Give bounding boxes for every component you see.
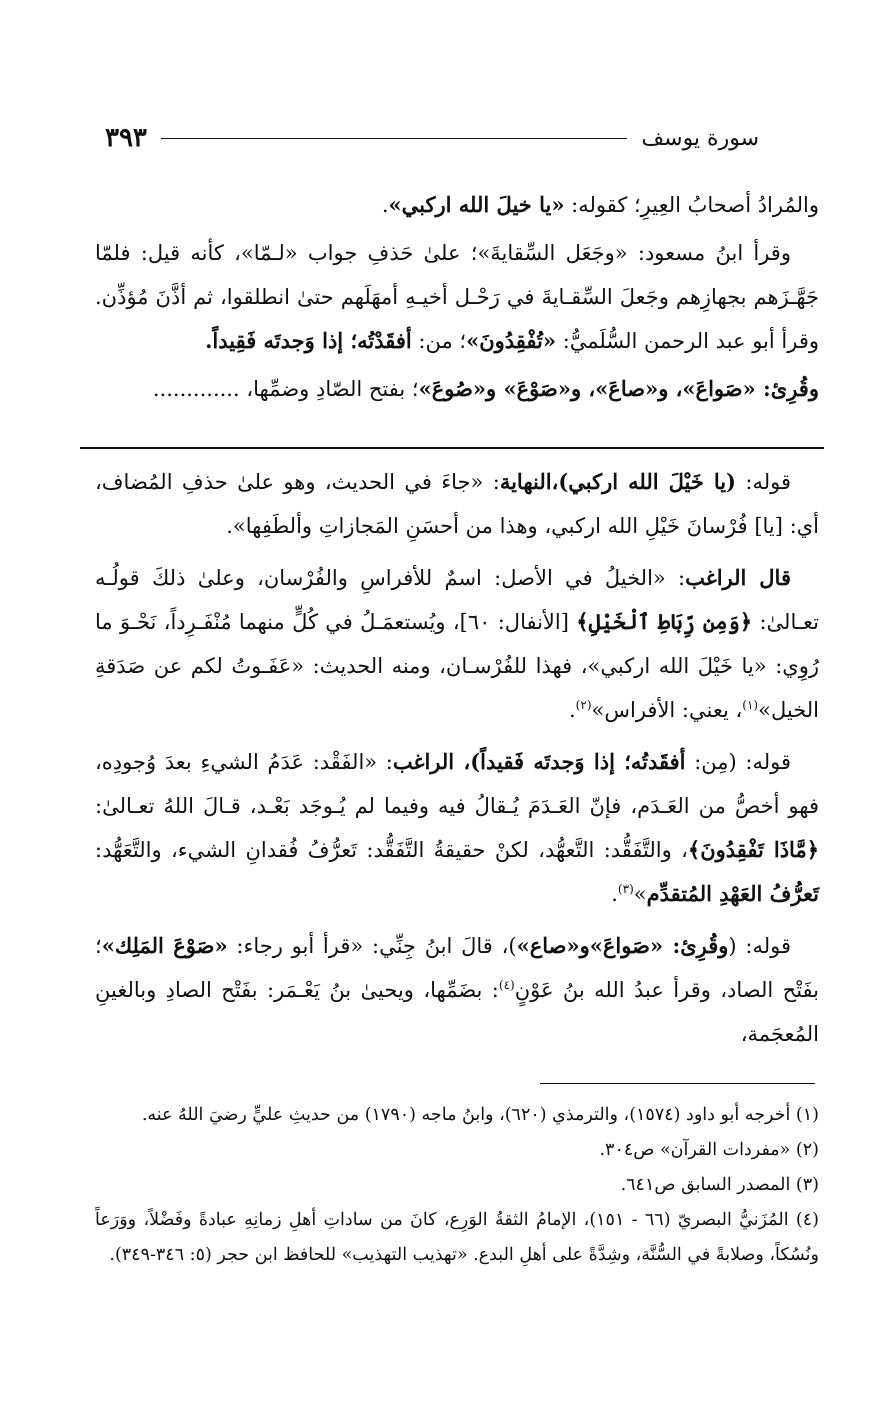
- section-divider: [80, 447, 824, 449]
- main-text: [95, 183, 819, 415]
- footnote-2: (٢) «مفردات القرآن» ص٣٠٤.: [599, 1140, 819, 1160]
- text-span: : «الفَقْد: عَدَمُ الشيءِ بعدَ وُجودِه، فهو أخصُّ من العَـدَم، فإنّ العَـدَمَ يُـقالُ فيه وفيما لم يُـوجَد بَعْـد، قـالَ اللهُ تعـالىٰ:: [95, 750, 819, 818]
- text-span: وقرأ ابنُ مسعود: «وجَعَل السِّقايةَ»؛ علىٰ حَذفِ جواب «لـمّا»، كأنه قيل: فلمّا جَهَّـزَهم بجهازِهم وجَعلَ السِّقـايةَ في رَحْـل أخيـهِ أمهَلَهم حتىٰ انطلقوا، ثم أذَّنَ مُؤذِّن.: [95, 241, 819, 309]
- footnote-4: (٤) المُزَنيُّ البصريّ (٦٦ - ١٥١)، الإمامُ الثقةُ الوَرِع، كانَ من ساداتِ أهلِ زمانِهِ عبادةً وفَضْلاً، ووَرَعاً ونُسُكاً، وصلابةً في السُّنَّة، وشِدَّةً على أهلِ البدع. «تهذيب التهذيب» للحافظ ابن حجر (٥: ٣٤٦-٣٤٩).: [95, 1210, 819, 1265]
- page-number: ٣٩٣: [105, 123, 147, 153]
- bold-phrase: (يا خَيْلَ الله اركبي)،النهاية: [499, 469, 736, 494]
- commentary-paragraph-4: [95, 924, 819, 1056]
- text-span: .: [611, 882, 618, 906]
- text-span: ؛ بفَتْح الصاد، وقرأ عبدُ الله بنُ عَوْنٍ: [95, 934, 820, 1002]
- bold-phrase: أفقَدْتُه؛ إذا وَجدتَه فَقِيداً.: [205, 328, 412, 353]
- bold-phrase: تَعرُّفُ العَهْدِ المُتقدِّم: [646, 881, 819, 906]
- bold-phrase: أفقَدتُه؛ إذا وَجدتَه فَقيداً)، الراغب: [392, 749, 686, 774]
- main-paragraph-3: [95, 367, 819, 411]
- text-span: قوله: (: [728, 934, 791, 958]
- text-span: : «جاءَ في الحديث، وهو علىٰ حذفِ المُضاف، أي: [يا] فُرْسانَ خَيْلِ الله اركبي، وهذا من أحسَنِ المَجازاتِ وألطَفِها».: [95, 470, 819, 538]
- text-span: ، يعني: الأفراس»: [591, 698, 743, 722]
- quran-verse: ﴿مَّاذَا تَفْقِدُونَ﴾: [687, 837, 819, 862]
- surah-title: سورة يوسف: [641, 125, 759, 151]
- quran-verse: ﴿وَمِن رِّبَاطِ ٱلْخَيْلِ﴾: [576, 609, 753, 634]
- commentary-paragraph-3: [95, 740, 819, 916]
- quoted-reading: «تُفْقِدُونَ»: [466, 328, 557, 353]
- text-span: قوله: (مِن:: [685, 750, 791, 774]
- text-span: قوله:: [736, 470, 792, 494]
- commentary-text: [95, 460, 819, 1064]
- quoted-reading: «صَوْعَ المَلِك»: [101, 933, 228, 958]
- footnote-separator: [540, 1083, 815, 1084]
- text-span: ؛ من:: [411, 329, 467, 353]
- bold-phrase: قال الراغب: [685, 565, 791, 590]
- footnote-3: (٣) المصدر السابق ص٦٤١.: [620, 1175, 819, 1195]
- footnote-ref: (١): [742, 698, 759, 712]
- text-span: [الأنفال: ٦٠]، ويُستعمَـلُ في كُلٍّ منهما مُنْفَـرِداً، نَحْـوَ ما رُوِي: «يا خَيْلَ الله اركبي»، فهذا للفُرْسـان، ومنه الحديث: «عَفَـوتُ لكم عن صَدَقةِ الخيل»: [95, 610, 819, 722]
- text-span: ؛ بفتح الصّادِ وضمِّها،: [246, 377, 419, 401]
- commentary-paragraph-2: [95, 556, 819, 732]
- footnote-1: (١) أخرجه أبو داود (١٥٧٤)، والترمذي (٦٢٠)، وابنُ ماجه (١٧٩٠) من حديثِ عليٍّ رضيَ اللهُ عنه.: [141, 1105, 819, 1125]
- text-span: )، قالَ ابنُ جِنِّي: «قرأ أبو رجاء:: [227, 934, 517, 958]
- main-paragraph-2: [95, 231, 819, 363]
- text-span: »: [633, 882, 647, 906]
- text-span: : «الخيلُ في الأصل: اسمٌ للأفراسِ والفُرْسان، وعلىٰ ذلكَ قولُـه تعـالىٰ:: [95, 566, 819, 634]
- quoted-readings: «صَواعَ»، و«صاعَ»، و«صَوْعَ» و«صُوعَ»: [418, 376, 756, 401]
- text-span: وقرأ أبو عبد الرحمن السُّلَميُّ:: [556, 329, 819, 353]
- running-header: [105, 118, 759, 158]
- text-span: ، والتَّفَقُّد: التَّعهُّد، لكنْ حقيقةُ التَّفَقُّد: تَعرُّفُ فُقدانِ الشيء، والتَّعَهُّد:: [95, 838, 688, 862]
- bold-phrase: وقُرِئ: «صَواعَ»و«صاع»: [516, 933, 729, 958]
- ellipsis-dots: .............: [152, 377, 247, 401]
- main-paragraph-1: [95, 183, 819, 227]
- text-span: .: [381, 193, 389, 217]
- footnotes: [95, 1098, 819, 1273]
- footnote-ref: (٤): [498, 978, 515, 992]
- bold-phrase: وقُرِئ:: [755, 376, 819, 401]
- footnote-ref: (٣): [617, 882, 634, 896]
- text-span: والمُرادُ أصحابُ العِيرِ؛ كقوله:: [564, 193, 819, 217]
- commentary-paragraph-1: [95, 460, 819, 548]
- footnote-ref: (٢): [575, 698, 592, 712]
- header-rule: [161, 138, 627, 139]
- text-span: .: [568, 698, 576, 722]
- text-span: : بضَمِّها، ويحيىٰ بنُ يَعْـمَر: بفَتْح الصادِ وبالغينِ المُعجَمة،: [95, 978, 819, 1046]
- quoted-phrase: «يا خيلَ الله اركبي»: [388, 192, 565, 217]
